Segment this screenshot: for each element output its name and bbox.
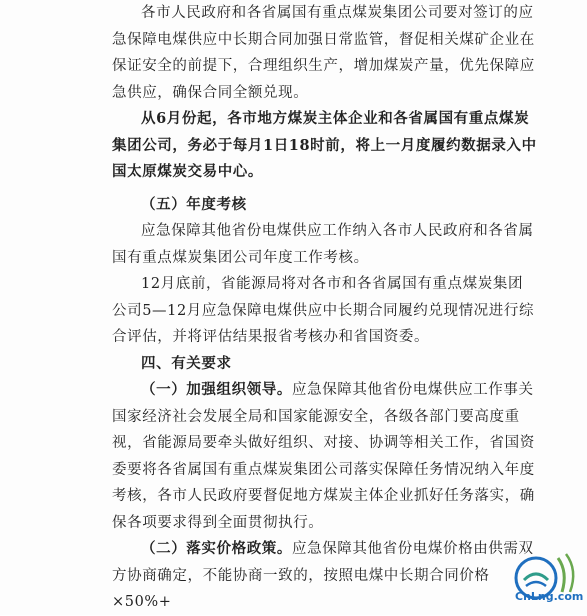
paragraph-contract-supervision: 各市人民政府和各省属国有重点煤炭集团公司要对签订的应急保障电煤供应中长期合同加强日常监管，督促相关煤矿企业在保证安全的前提下，合理组织生产，增加煤炭产量，优先保障应急供应，确保合同全额兑现。	[112, 5, 535, 101]
paragraph-price-policy	[112, 536, 537, 616]
heading-requirements: 四、有关要求	[141, 354, 232, 372]
paragraph-assessment-scope: 应急保障其他省份电煤供应工作纳入各市人民政府和各省属国有重点煤炭集团公司年度工作考核。	[112, 223, 534, 266]
item2-title: （二）落实价格政策。	[141, 540, 292, 557]
item1-title: （一）加强组织领导。	[141, 381, 292, 398]
heading-annual-assessment: （五）年度考核	[141, 195, 247, 213]
item1-body: 应急保障其他省份电煤供应工作事关国家经济社会发展全局和国家能源安全，各级各部门要高度重视，省能源局要牵头做好组织、对接、协调等相关工作，省国资委要将各省属国有重点煤炭集团公司落实保障任务情况纳入年度考核，各市人民政府要督促地方煤炭主体企业抓好任务落实，确保各项要求得到全面贯彻执行。	[112, 382, 535, 531]
paragraph-monthly-reporting: 从6月份起，各市地方煤炭主体企业和各省属国有重点煤炭集团公司，务必于每月1日18时前，将上一月度履约数据录入中国太原煤炭交易中心。	[112, 110, 537, 180]
document-body	[112, 0, 537, 616]
paragraph-year-end-evaluation: 12月底前，省能源局将对各市和各省属国有重点煤炭集团公司5—12月应急保障电煤供应中长期合同履约兑现情况进行综合评估，并将评估结果报省考核办和省国资委。	[112, 276, 535, 345]
watermark-text: CnLng.com	[515, 590, 584, 603]
item2-body: 应急保障其他省份电煤价格由供需双方协商确定，不能协商一致的，按照电煤中长期合同价格×50%+	[112, 541, 534, 610]
paragraph-organization-leadership	[112, 377, 537, 536]
